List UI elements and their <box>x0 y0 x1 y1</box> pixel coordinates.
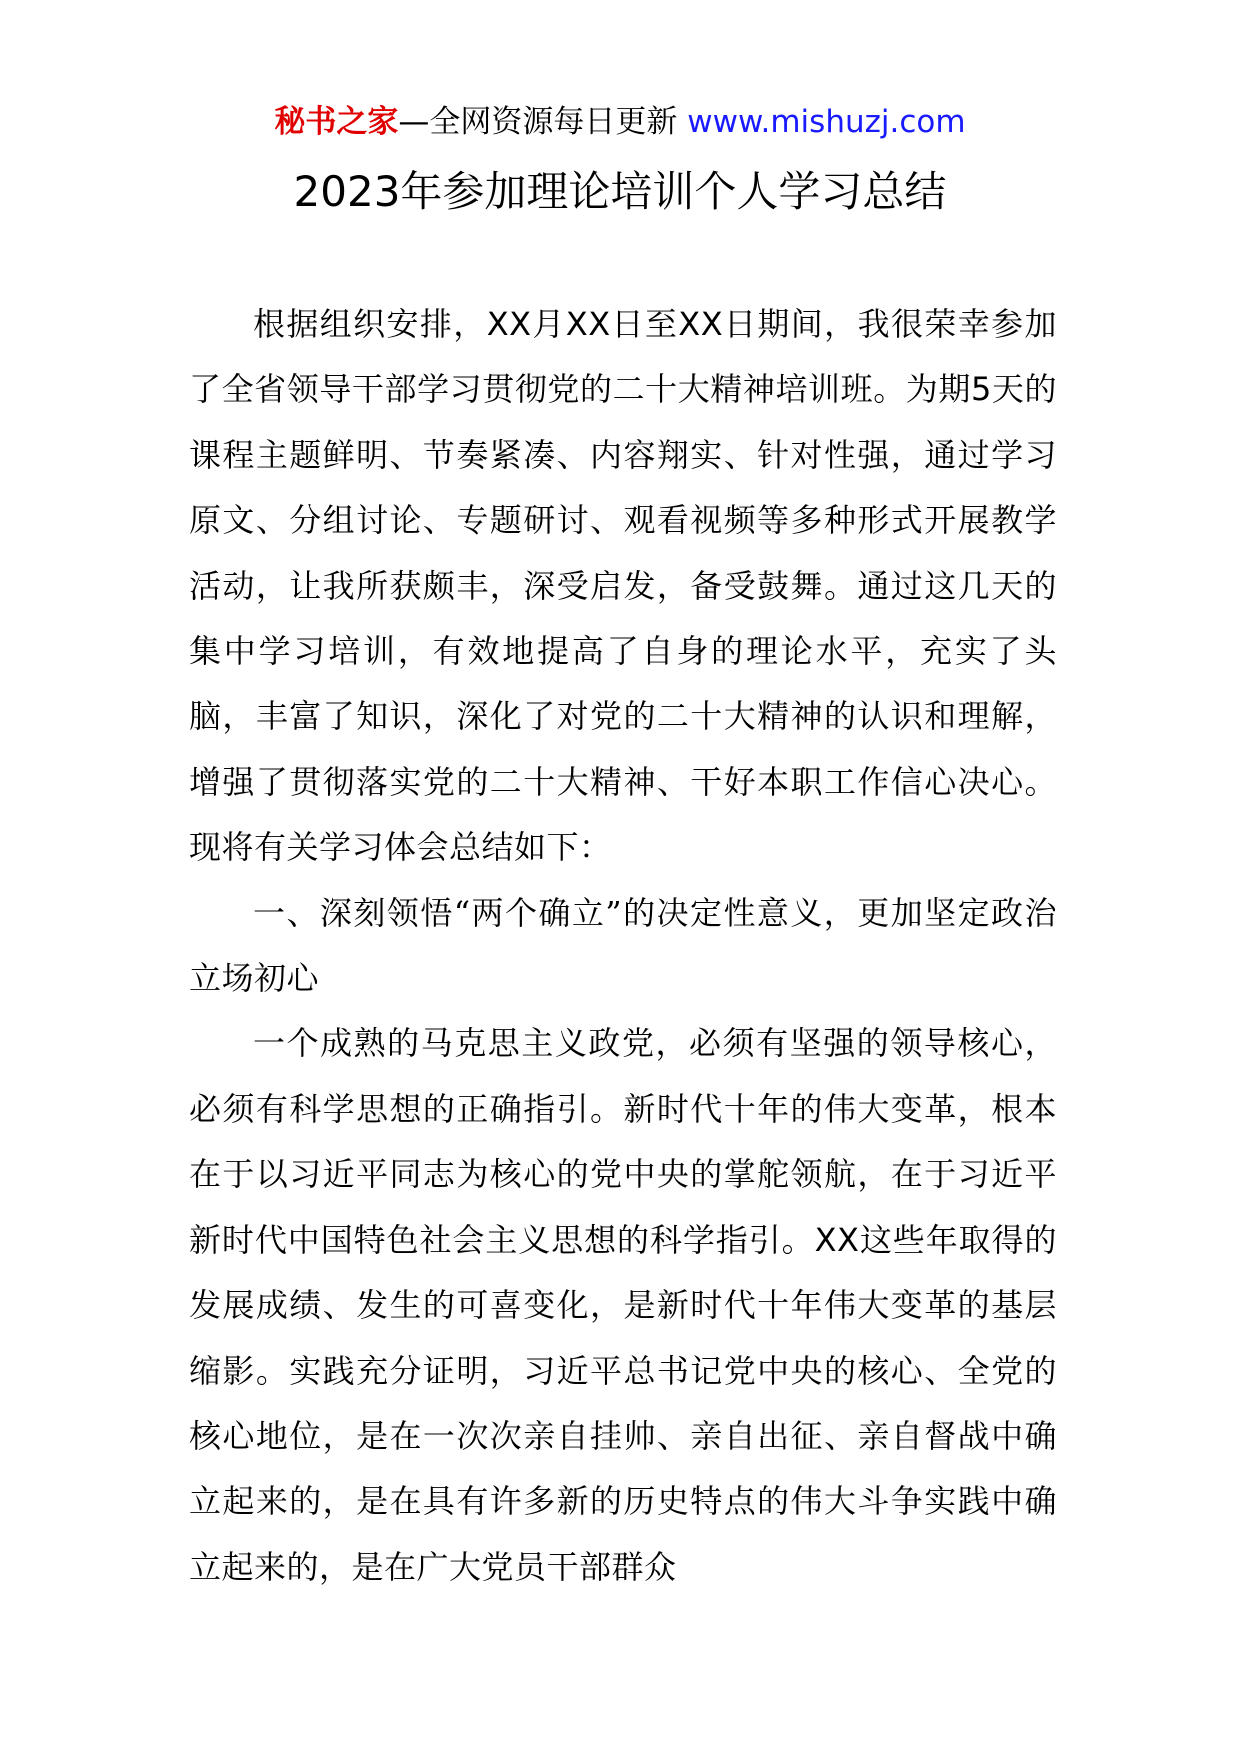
site-url-link[interactable]: www.mishuzj.com <box>687 104 966 140</box>
brand-name: 秘书之家 <box>274 104 399 140</box>
header-slogan: —全网资源每日更新 <box>398 104 678 140</box>
paragraph-section-1: 一个成熟的马克思主义政党，必须有坚强的领导核心，必须有科学思想的正确指引。新时代十年的伟大变革，根本在于以习近平同志为核心的党中央的掌舵领航，在于习近平新时代中国特色社会主义思想的科学指引。XX这些年取得的发展成绩、发生的可喜变化，是新时代十年伟大变革的基层缩影。实践充分证明，习近平总书记党中央的核心、全党的核心地位，是在一次次亲自挂帅、亲自出征、亲自督战中确立起来的，是在具有许多新的历史特点的伟大斗争实践中确立起来的，是在广大党员干部群众 <box>189 1024 1057 1586</box>
watermark-header <box>0 100 1240 144</box>
document-body <box>189 292 1057 1600</box>
document-title: 2023年参加理论培训个人学习总结 <box>293 167 947 216</box>
section-heading-1: 一、深刻领悟“两个确立”的决定性意义，更加坚定政治立场初心 <box>189 893 1057 998</box>
paragraph-intro: 根据组织安排，XX月XX日至XX日期间，我很荣幸参加了全省领导干部学习贯彻党的二十大精神培训班。为期5天的课程主题鲜明、节奏紧凑、内容翔实、针对性强，通过学习原文、分组讨论、专题研讨、观看视频等多种形式开展教学活动，让我所获颇丰，深受启发，备受鼓舞。通过这几天的集中学习培训，有效地提高了自身的理论水平，充实了头脑，丰富了知识，深化了对党的二十大精神的认识和理解，增强了贯彻落实党的二十大精神、干好本职工作信心决心。现将有关学习体会总结如下： <box>189 305 1057 867</box>
